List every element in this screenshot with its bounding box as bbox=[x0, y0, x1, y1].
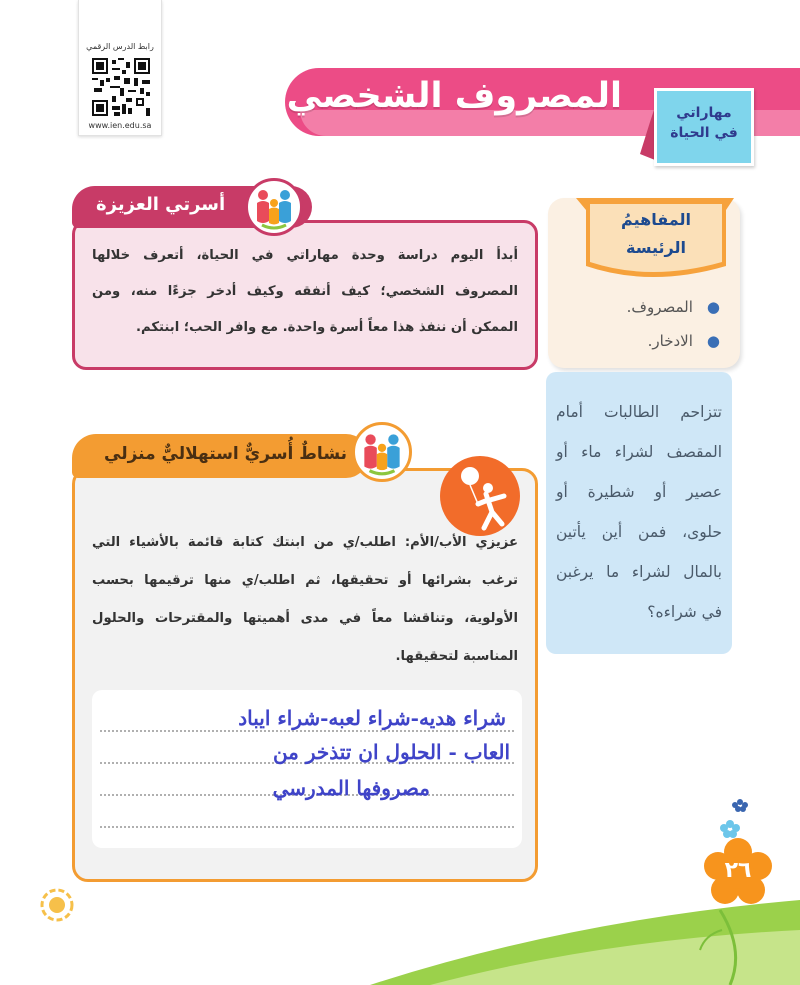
answer-box[interactable] bbox=[92, 690, 522, 848]
family-title: أسرتي العزيزة bbox=[96, 194, 226, 215]
family-icon-circle bbox=[245, 178, 303, 236]
unit-tag-text bbox=[657, 103, 751, 143]
qr-label: رابط الدرس الرقمي bbox=[86, 42, 154, 51]
answer-handwriting[interactable]: مصروفها المدرسي bbox=[272, 776, 430, 800]
family-text: أبدأ اليوم دراسة وحدة مهاراتي في الحياة، أتعرف خلالها المصروف الشخصي؛ كيف أنفقه وكيف أدخر جزءًا منه، ومن الممكن أن ننفذ هذا معاً أسرة واحدة. مع وافر الحب؛ ابنتكم. bbox=[92, 248, 518, 335]
family-icon bbox=[248, 181, 300, 233]
concepts-list bbox=[560, 290, 720, 358]
activity-icon-circle bbox=[352, 422, 412, 482]
page-number-flower bbox=[703, 838, 773, 908]
concept-item: الادخار. bbox=[647, 332, 693, 350]
concepts-title bbox=[586, 206, 726, 262]
footer-logo-icon bbox=[40, 888, 74, 922]
qr-code-icon[interactable] bbox=[92, 58, 150, 116]
unit-tag-line1: مهاراتي bbox=[676, 105, 732, 121]
concept-item: المصروف. bbox=[626, 298, 693, 316]
answer-line bbox=[100, 826, 514, 828]
answer-handwriting[interactable]: شراء هديه-شراء لعبه-شراء ايباد bbox=[238, 706, 506, 730]
activity-title: نشاطٌ أُسريٌّ استهلاليٌّ منزلي bbox=[104, 444, 347, 464]
answer-line bbox=[100, 730, 514, 732]
qr-card[interactable] bbox=[78, 0, 162, 136]
bullet-icon: ● bbox=[706, 332, 720, 350]
answer-handwriting[interactable]: العاب - الحلول ان تتذخر من bbox=[272, 740, 510, 764]
list-item bbox=[560, 324, 720, 358]
qr-url[interactable]: www.ien.edu.sa bbox=[88, 121, 152, 130]
family-icon bbox=[355, 425, 409, 479]
concepts-title-line2: الرئيسة bbox=[626, 238, 686, 257]
page-title: المصروف الشخصي bbox=[286, 76, 622, 116]
concepts-title-line1: المفاهيمُ bbox=[621, 210, 691, 229]
unit-tag-line2: في الحياة bbox=[670, 125, 738, 141]
side-note-text: تتزاحم الطالبات أمام المقصف لشراء ماء أو عصير أو شطيرة أو حلوى، فمن أين يأتين بالمال لشراء ما يرغبن في شراءه؟ bbox=[556, 403, 722, 621]
bullet-icon: ● bbox=[706, 298, 720, 316]
activity-text: عزيزي الأب/الأم: اطلب/ي من ابنتك كتابة قائمة بالأشياء التي ترغب بشرائها أو تحقيقها، ثم اطلب/ي منها ترقيمها بحسب الأولوية، وتناقشا معاً في مدى أهميتها والمقترحات والحلول المناسبة لتحقيقها. bbox=[92, 535, 518, 664]
page-number: ٢٦ bbox=[724, 858, 752, 883]
list-item bbox=[560, 290, 720, 324]
unit-tag bbox=[654, 88, 754, 166]
